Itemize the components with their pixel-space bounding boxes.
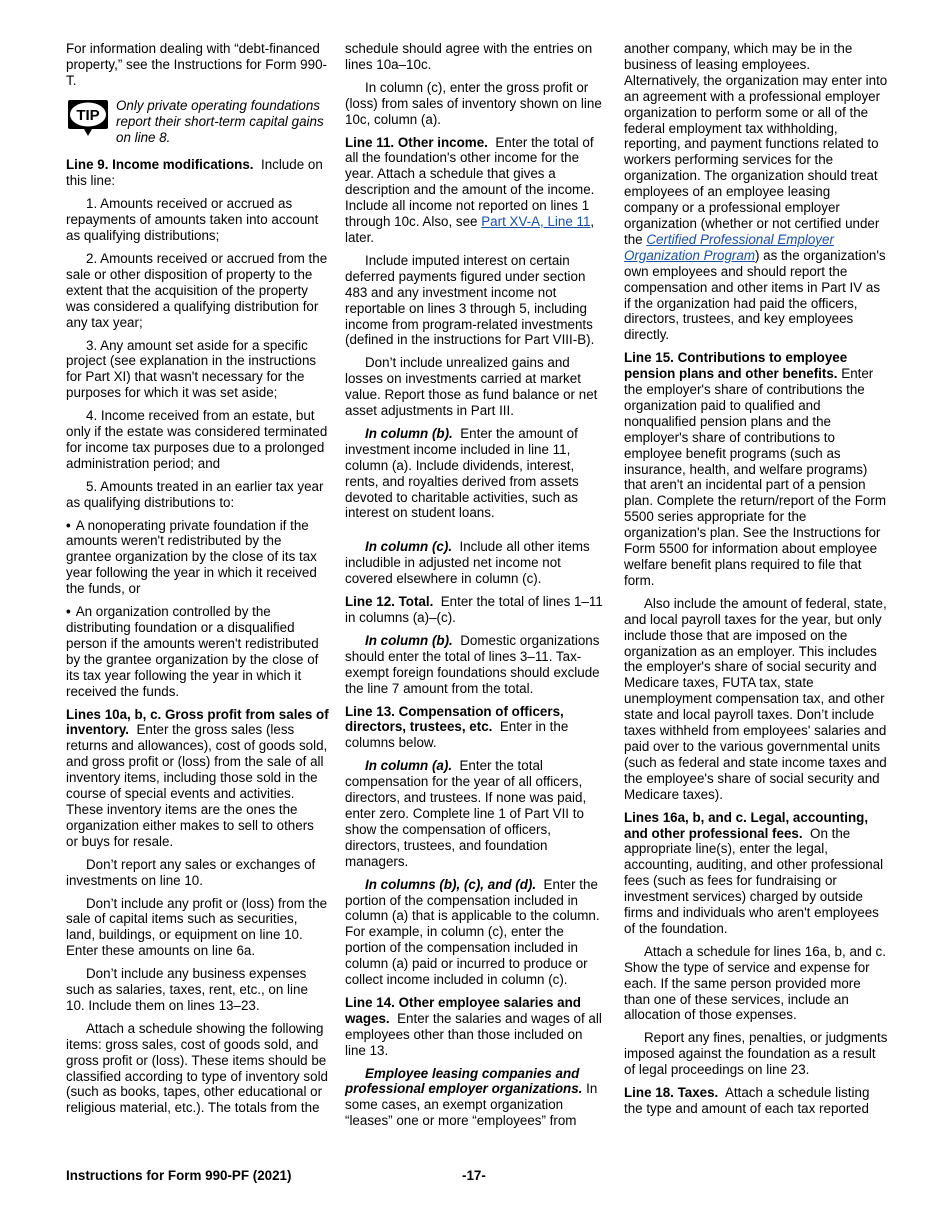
line9-heading: Line 9. Income modifications.	[66, 157, 254, 173]
line13-paragraph	[345, 704, 605, 752]
line11-heading: Line 11. Other income.	[345, 134, 488, 150]
line12-heading: Line 12. Total.	[345, 594, 434, 610]
line10-text: Enter the gross sales (less returns and allowances), cost of goods sold, and gross profit or (loss) from the sale of all inventory items, including those sold in the course of special events and activities. These inventory items are the ones the organization either makes to sell to others or buys for resale.	[66, 722, 328, 849]
line14-heading: Line 14. Other employee salaries and wages.	[345, 994, 581, 1026]
line11-colc-text: Include all other items includible in adjusted net income not covered elsewhere in column (c).	[345, 539, 590, 587]
line14-text: Enter the salaries and wages of all employees other than those included on line 13.	[345, 1010, 602, 1058]
col3-paragraph-1	[624, 41, 888, 343]
line12-colb-text: Domestic organizations should enter the total of lines 3–11. Tax-exempt foreign foundations should exclude the line 7 amount from the total.	[345, 632, 600, 696]
line12-colb-heading: In column (b).	[365, 632, 453, 648]
intro-paragraph: For information dealing with “debt-financed property,” see the Instructions for Form 990-T.	[66, 41, 327, 88]
bullet-icon: •	[66, 517, 71, 533]
tip-text: Only private operating foundations report their short-term capital gains on line 8.	[116, 97, 324, 145]
tip-icon	[66, 98, 110, 138]
leasing-heading: Employee leasing companies and professional employer organizations.	[345, 1065, 583, 1097]
line9-item-4: 4. Income received from an estate, but only if the estate was considered terminated for income tax purposes due to a prolonged administration period; and	[66, 408, 328, 471]
bullet-item	[66, 604, 329, 699]
line10-paragraph-4: Don’t include any business expenses such as salaries, taxes, rent, etc., on line 10. Include them on lines 13–23.	[66, 966, 308, 1013]
line14-paragraph	[345, 995, 605, 1059]
line13-colbcd-text: Enter the portion of the compensation included in column (a) that is applicable to the column. For example, in column (c), enter the portion of the compensation included in column (a) paid or incurred to produce or collect income included in column (c).	[345, 876, 600, 988]
line11-colc-heading: In column (c).	[365, 539, 453, 555]
line12-paragraph	[345, 594, 605, 626]
column-3	[624, 41, 888, 1124]
cpeo-program-link[interactable]: Certified Professional Employer Organization Program	[624, 231, 834, 263]
line9-text: Include on this line:	[66, 157, 323, 189]
line16-paragraph	[624, 810, 888, 937]
col2-paragraph-1: schedule should agree with the entries on lines 10a–10c.	[345, 41, 593, 72]
line13-cola-text: Enter the total compensation for the year of all officers, directors, and trustees. If none was paid, enter zero. Complete line 1 of Part VII to show the compensation of officers, directors, trustees, and foundation managers.	[345, 758, 587, 869]
line10-paragraph-5: Attach a schedule showing the following items: gross sales, cost of goods sold, and gross profit or (loss). These items should be classified according to type of inventory sold (such as books, tapes, other educational or religious material, etc.). The totals from the	[66, 1020, 329, 1116]
line11-paragraph	[345, 135, 605, 246]
leasing-paragraph	[345, 1066, 605, 1130]
col3-paragraph-1-text-end: ) as the organization's own employees and should report the compensation and other items in Part IV as if the organization had paid the officers, directors, trustees, and key employees directly.	[624, 247, 886, 343]
footer-form-title: Instructions for Form 990-PF (2021)	[66, 1168, 292, 1183]
line12-text: Enter the total of lines 1–11 in columns (a)–(c).	[345, 594, 603, 625]
line11-text-end: , later.	[345, 214, 595, 245]
line16-heading: Lines 16a, b, and c. Legal, accounting, and other professional fees.	[624, 809, 869, 841]
line13-colbcd-heading: In columns (b), (c), and (d).	[365, 876, 537, 892]
line9-item-2: 2. Amounts received or accrued from the sale or other disposition of property to the extent that the acquisition of the property was considered a qualifying distribution for any tax year;	[66, 250, 328, 330]
line15-text: Enter the employer's share of contributions the organization paid to qualified and nonqualified pension plans and the employer's share of contributions to employee benefit programs (such as insurance, health, and welfare programs) that aren't an incidental part of a pension plan. Complete the return/report of the Form 5500 series appropriate for the organization's plan. See the Instructions for Form 5500 for information about employee welfare benefit plans required to file that form.	[624, 366, 886, 588]
tip-box	[66, 98, 329, 146]
bullet-icon: •	[66, 604, 71, 620]
line13-heading: Line 13. Compensation of officers, directors, trustees, etc.	[345, 703, 564, 735]
line15-heading: Line 15. Contributions to employee pension plans and other benefits.	[624, 350, 848, 382]
line10-heading: Lines 10a, b, c. Gross profit from sales of inventory.	[66, 706, 329, 738]
line11-colb-text: Enter the amount of investment income included in line 11, column (a). Include dividends, interest, rents, and royalties derived from assets devoted to charitable activities, such as interest on student loans.	[345, 425, 579, 521]
line11-colb-paragraph	[345, 426, 605, 521]
line13-colbcd-paragraph	[345, 877, 605, 988]
line9-item-3: 3. Any amount set aside for a specific project (see explanation in the instructions for Part XI) that wasn't necessary for the purposes for which it was set aside;	[66, 337, 317, 401]
line18-text: Attach a schedule listing the type and amount of each tax reported	[624, 1085, 870, 1116]
line10-paragraph	[66, 707, 329, 850]
line16-text: On the appropriate line(s), enter the legal, accounting, auditing, and other professional fees (such as fees for fundraising or investment services) charged by outside firms and individuals who aren't employees of the foundation.	[624, 825, 884, 936]
line9-item-1: 1. Amounts received or accrued as repayments of amounts taken into account as qualifying distributions;	[66, 196, 319, 244]
col3-paragraph-1-text: another company, which may be in the business of leasing employees. Alternatively, the organization may enter into an agreement with a professional employer organization to perform some or all of the federal employment tax withholding, reporting, and payment functions related to workers performing services for the organization. The organization should treat employees of an employee leasing company or a professional employer organization (whether or not certified under the	[624, 41, 888, 247]
line11-colc-paragraph	[345, 539, 605, 587]
col3-paragraph-5: Attach a schedule for lines 16a, b, and c. Show the type of service and expense for each. If the same person provided more than one of these services, include an allocation of those expenses.	[624, 943, 886, 1023]
part-xva-line11-link[interactable]: Part XV-A, Line 11	[481, 214, 591, 230]
line15-paragraph	[624, 350, 888, 589]
line13-cola-paragraph	[345, 758, 605, 869]
line18-paragraph	[624, 1085, 888, 1117]
line9-item-5: 5. Amounts treated in an earlier tax year as qualifying distributions to:	[66, 478, 324, 510]
col3-paragraph-3: Also include the amount of federal, state, and local payroll taxes for the year, but only include those that are imposed on the organization as an employer. This includes the employer's share of social security and Medicare taxes, FUTA tax, state unemployment compensation tax, and other state and local payroll taxes. Don’t include taxes withheld from employees' salaries and paid over to the various governmental units (such as federal and state income taxes and the employee's share of social security and Medicare taxes).	[624, 595, 887, 802]
line11-colb-heading: In column (b).	[365, 425, 453, 441]
tip-icon-label: TIP	[76, 106, 100, 124]
leasing-text: In some cases, an exempt organization “leases” one or more “employees” from	[345, 1081, 598, 1129]
column-2	[345, 41, 605, 1136]
column-1	[66, 41, 329, 1123]
line12-colb-paragraph	[345, 633, 605, 697]
col2-paragraph-5: Don’t include unrealized gains and losses on investments carried at market value. Report those as fund balance or net asset adjustments in Part III.	[345, 355, 598, 419]
line13-cola-heading: In column (a).	[365, 758, 453, 774]
col2-paragraph-4: Include imputed interest on certain deferred payments figured under section 483 and any investment income not reportable on lines 3 through 5, including income from program-related investments (defined in the instructions for Part VIII-B).	[345, 252, 595, 348]
col2-paragraph-2: In column (c), enter the gross profit or (loss) from sales of inventory shown on line 10c, column (a).	[345, 79, 602, 127]
line10-paragraph-3: Don’t include any profit or (loss) from the sale of capital items such as securities, land, buildings, or equipment on line 10. Enter these amounts on line 6a.	[66, 895, 328, 959]
line13-text: Enter in the columns below.	[345, 719, 569, 751]
line9-paragraph	[66, 157, 329, 189]
col3-paragraph-6: Report any fines, penalties, or judgments imposed against the foundation as a result of legal proceedings on line 23.	[624, 1030, 888, 1078]
line18-heading: Line 18. Taxes.	[624, 1085, 719, 1101]
page-number: -17-	[462, 1168, 486, 1183]
line11-text: Enter the total of all the foundation's other income for the year. Attach a schedule that gives a description and the amount of the income. Include all income not reported on lines 1 through 10c. Also, see	[345, 134, 595, 230]
bullet-item	[66, 518, 329, 598]
line10-paragraph-2: Don’t report any sales or exchanges of investments on line 10.	[66, 856, 316, 888]
bullet-text: An organization controlled by the distributing foundation or a disqualified person if the amounts weren't redistributed by the grantee organization by the close of its tax year following the year in which it received the funds.	[66, 604, 319, 699]
bullet-text: A nonoperating private foundation if the amounts weren't redistributed by the grantee organization by the close of its tax year following the year in which it received the funds, or	[66, 517, 317, 597]
